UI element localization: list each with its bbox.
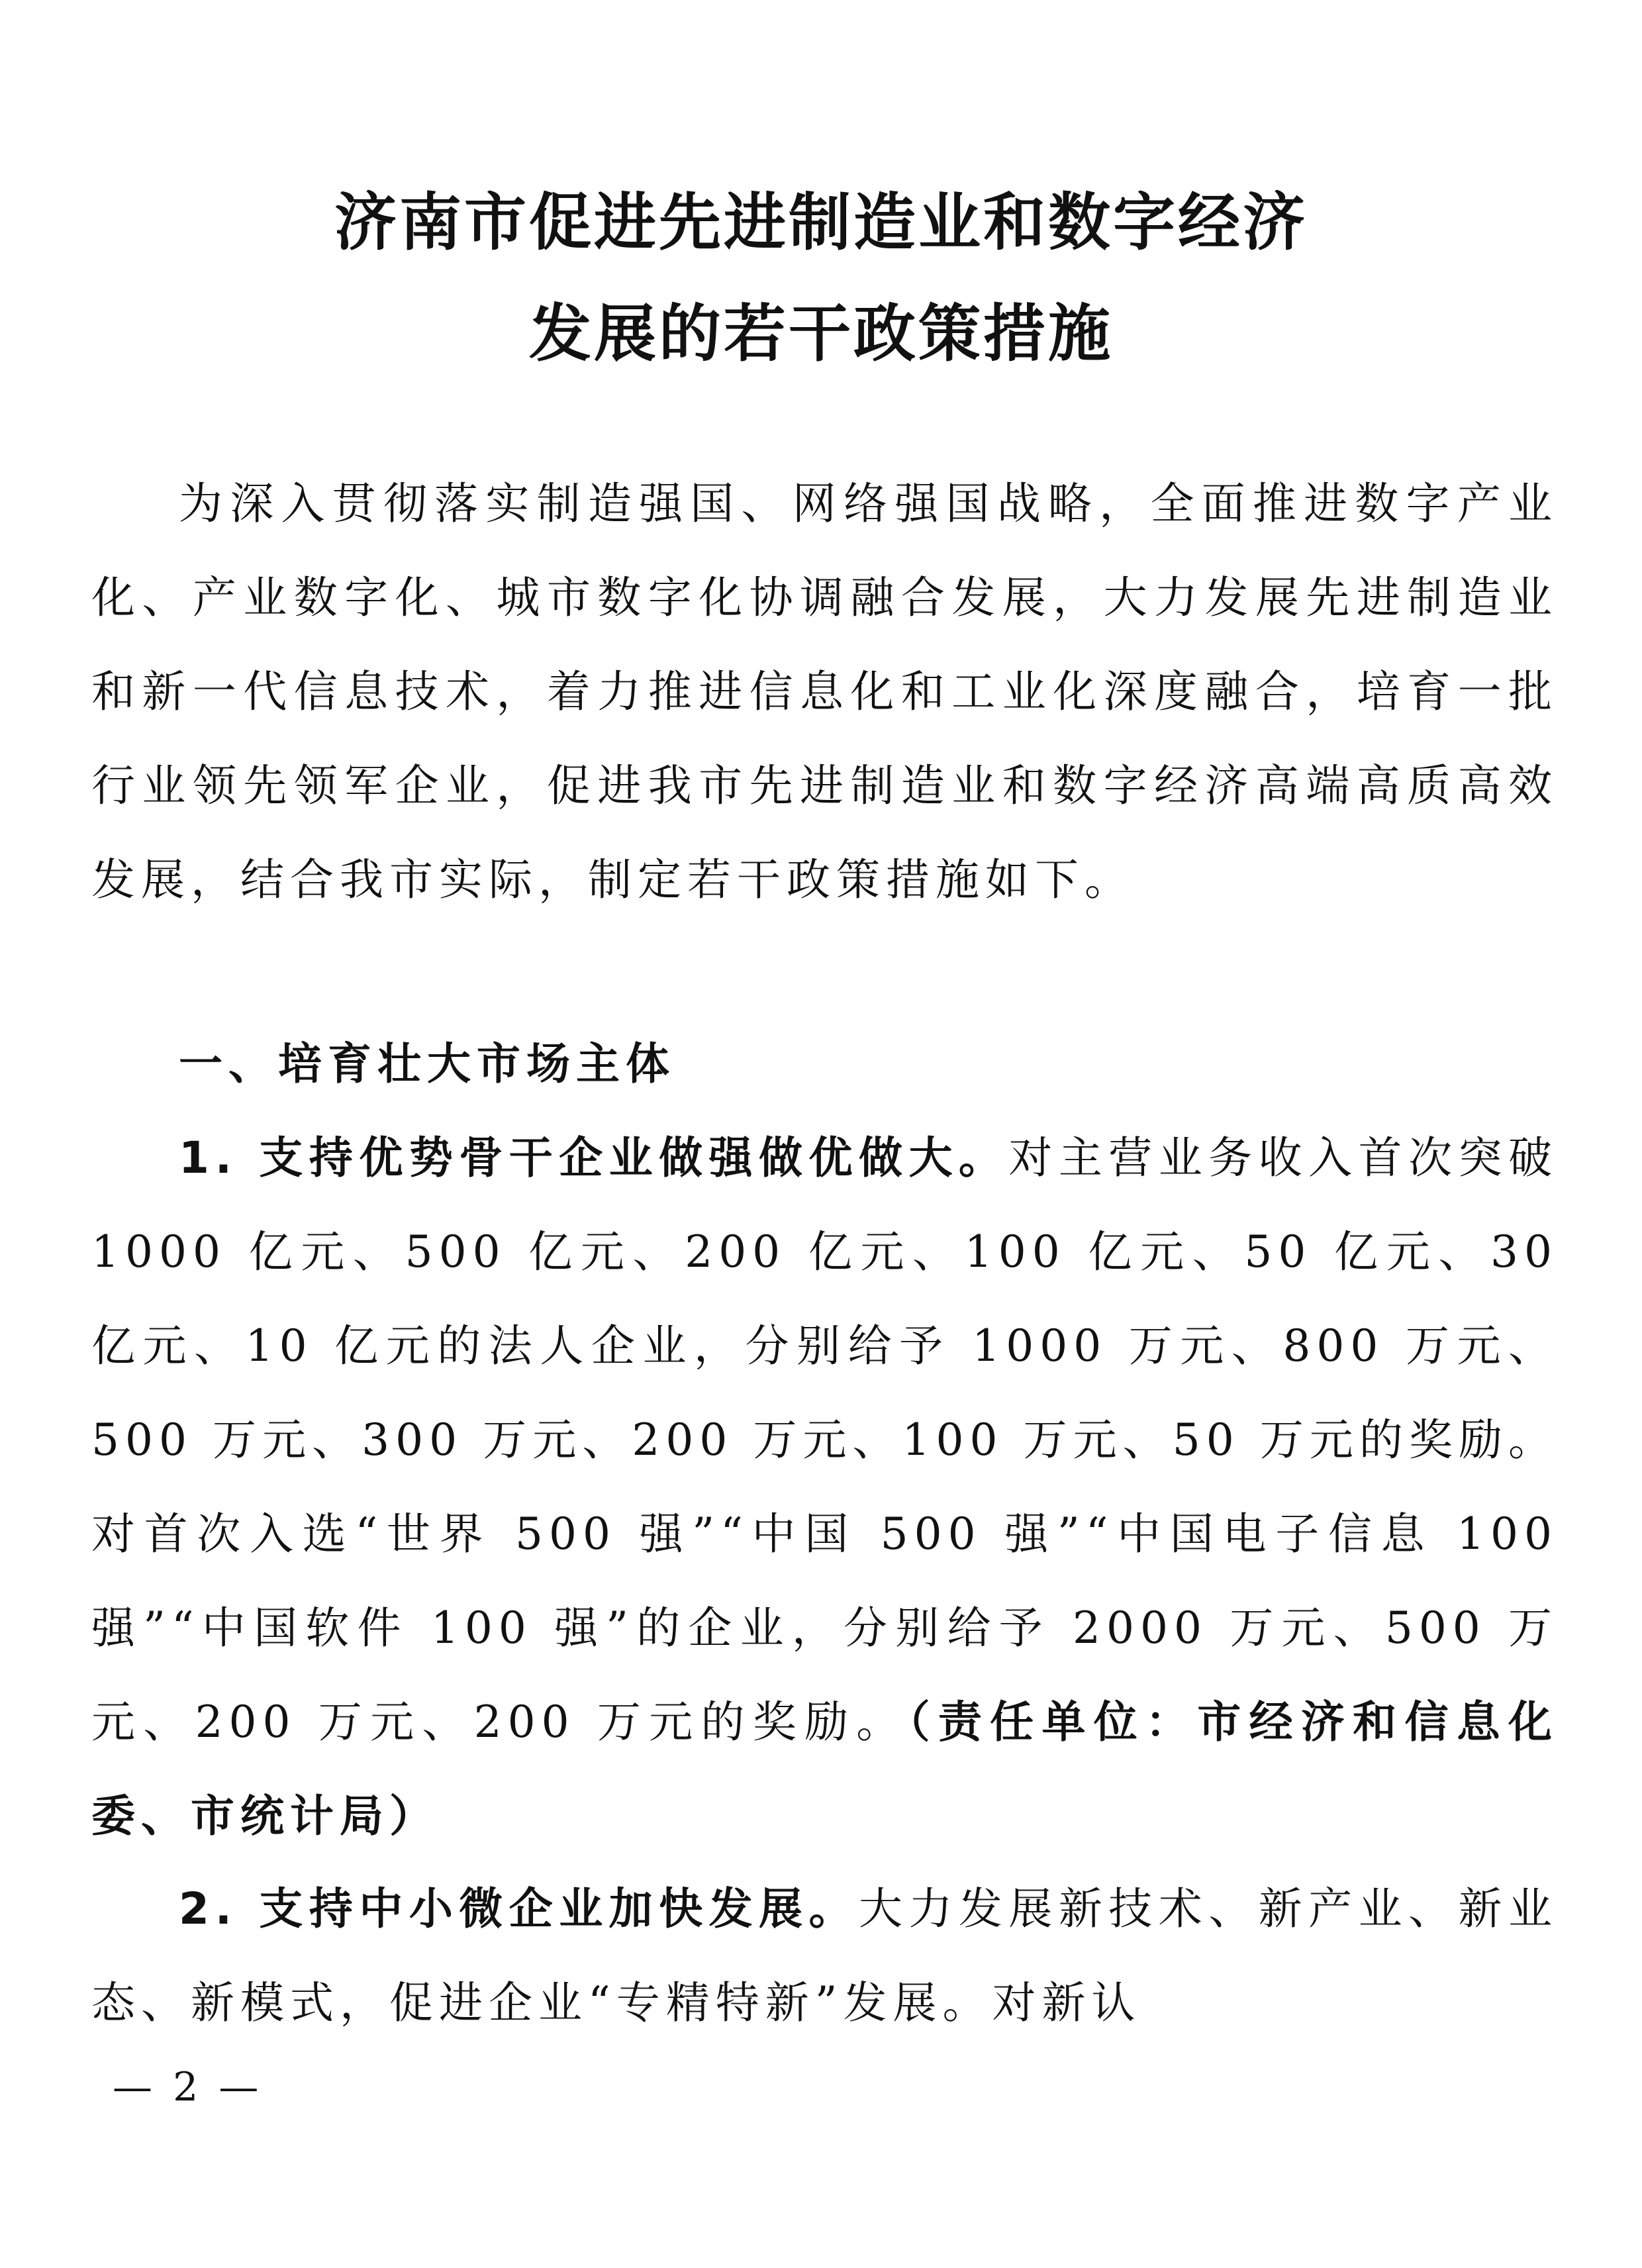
item-2-body: 大力发展新技术、新产业、新业态、新模式，促进企业“专精特新”发展。对新认: [91, 1883, 1558, 2028]
item-2-paragraph: [91, 1862, 1558, 2050]
item-1-responsible-units: （责任单位：市经济和信息化委、市统计局）: [91, 1697, 1559, 1842]
document-title-line-1: 济南市促进先进制造业和数字经济: [334, 186, 1308, 259]
item-1-lead: 1. 支持优势骨干企业做强做优做大。: [179, 1132, 1009, 1183]
item-1-body: 对主营业务收入首次突破 1000 亿元、500 亿元、200 亿元、100 亿元、50 亿元、30 亿元、10 亿元的法人企业，分别给予 1000 万元、800 万元、500 万元、300 万元、200 万元、100 万元、50 万元的奖励。对首次入选“世界 500 强”“中国 500 强”“中国电子信息 100 强”“中国软件 100 强”的企业，分别给予 2000 万元、500 万元、200 万元、200 万元的奖励。: [91, 1132, 1558, 1748]
page-number: — 2 —: [113, 2064, 263, 2110]
document-title-line-2: 发展的若干政策措施: [528, 297, 1113, 370]
item-1-paragraph: [91, 1111, 1558, 1863]
intro-paragraph: 为深入贯彻落实制造强国、网络强国战略，全面推进数字产业化、产业数字化、城市数字化协调融合发展，大力发展先进制造业和新一代信息技术，着力推进信息化和工业化深度融合，培育一批行业领先领军企业，促进我市先进制造业和数字经济高端高质高效发展，结合我市实际，制定若干政策措施如下。: [91, 478, 1558, 905]
section-heading-1: 一、培育壮大市场主体: [179, 1038, 675, 1089]
item-2-lead: 2. 支持中小微企业加快发展。: [179, 1883, 859, 1934]
